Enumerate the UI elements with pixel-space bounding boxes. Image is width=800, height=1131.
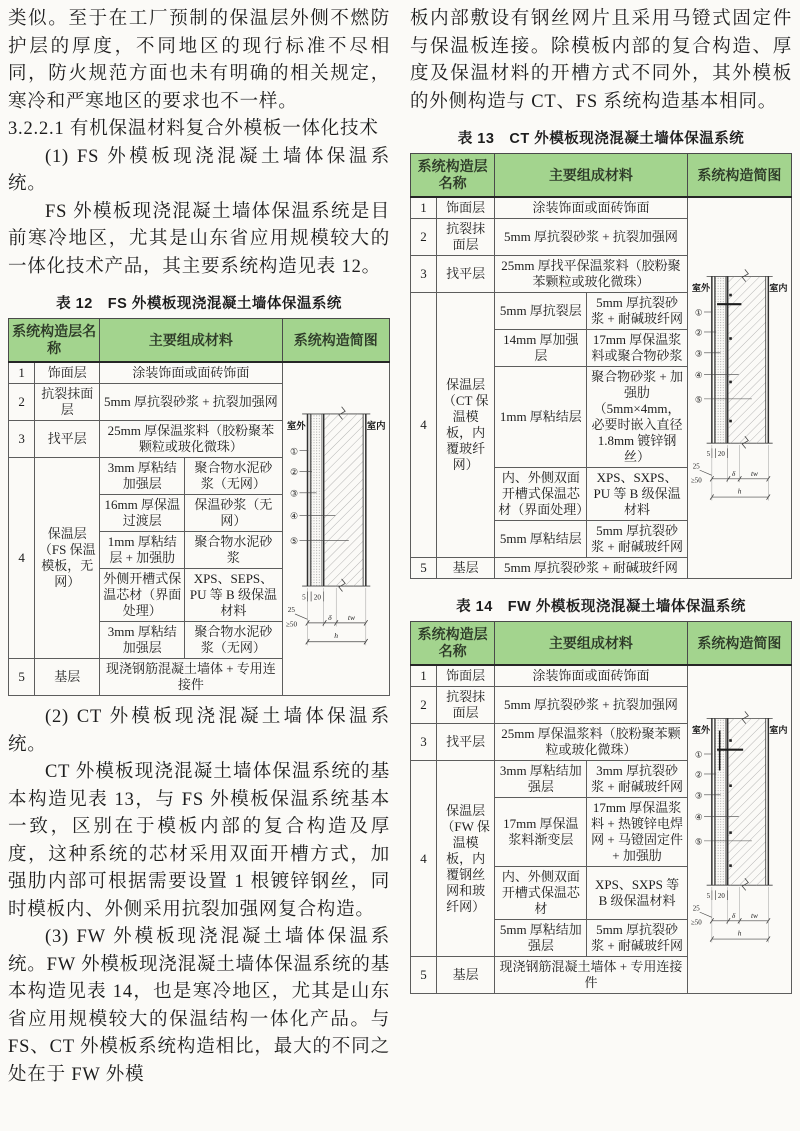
layer-material: 现浇钢筋混凝土墙体 + 专用连接件 (495, 957, 687, 994)
paragraph-ct-intro: CT 外模板现浇混凝土墙体保温系统的基本构造见表 13，与 FS 外模板保温系统基本一致，区别在于模板内部的复合构造及厚度，这种系统的芯材采用双面开槽方式，加强肋内部可根据需要设置 1 根镀锌钢丝，同时模板内、外侧采用抗裂加强网复合构造。 (8, 762, 390, 920)
table-14-title: 表 14 FW 外模板现浇混凝土墙体保温系统 (456, 599, 746, 615)
right-column (410, 6, 792, 1089)
sublayer-material: 聚合物水泥砂浆（无网） (185, 458, 282, 495)
sublayer-material: 聚合物砂浆 + 加强肋（5mm×4mm，必要时嵌入直径 1.8mm 镀锌钢丝） (587, 367, 687, 468)
sublayer: 17mm 厚保温浆料渐变层 (495, 798, 587, 867)
row-number: 2 (9, 384, 35, 421)
svg-text:h: h (737, 486, 742, 496)
svg-text:②: ② (289, 467, 298, 478)
svg-text:δ: δ (731, 469, 735, 479)
svg-text:δ: δ (731, 911, 735, 921)
sublayer-material: 5mm 厚抗裂砂浆 + 耐碱玻纤网 (587, 521, 687, 558)
layer-name: 饰面层 (437, 665, 495, 687)
sublayer-material: 5mm 厚抗裂砂浆 + 耐碱玻纤网 (587, 920, 687, 957)
svg-text:④: ④ (694, 811, 703, 822)
row-number: 5 (411, 957, 437, 994)
layer-material: 25mm 厚保温浆料（胶粉聚苯颗粒或玻化微珠） (495, 724, 687, 761)
svg-text:⑤: ⑤ (694, 394, 703, 405)
table-row (9, 362, 390, 384)
header-diagram: 系统构造简图 (282, 319, 389, 363)
row-number: 5 (411, 558, 437, 579)
wall-section-diagram (286, 396, 386, 661)
svg-text:20: 20 (717, 450, 725, 459)
layer-material: 涂装饰面或面砖饰面 (495, 197, 687, 219)
sublayer: 外侧开槽式保温芯材（界面处理） (100, 569, 185, 622)
sublayer: 1mm 厚粘结层 (495, 367, 587, 468)
svg-text:①: ① (694, 307, 703, 318)
table-row (411, 197, 792, 219)
sublayer-material: XPS、SXPS、PU 等 B 级保温材料 (587, 468, 687, 521)
layer-material: 5mm 厚抗裂砂浆 + 耐碱玻纤网 (495, 558, 687, 579)
paragraph-item-2: (2) CT 外模板现浇混凝土墙体保温系统。 (8, 707, 390, 755)
dimension-lines (691, 445, 770, 501)
header-materials: 主要组成材料 (100, 319, 282, 363)
layer-material: 5mm 厚抗裂砂浆 + 抗裂加强网 (100, 384, 282, 421)
sublayer-material: XPS、SXPS 等 B 级保温材料 (587, 867, 687, 920)
layer-material: 涂装饰面或面砖饰面 (495, 665, 687, 687)
header-diagram: 系统构造简图 (687, 622, 791, 666)
svg-text:tw: tw (750, 469, 758, 479)
left-column (8, 6, 390, 1089)
wall-section-diagram (691, 701, 788, 958)
svg-text:δ: δ (327, 613, 332, 623)
table-12 (8, 318, 390, 696)
dimension-lines (286, 588, 368, 645)
layer-name: 抗裂抹面层 (437, 687, 495, 724)
sublayer-material: 17mm 厚保温浆料 + 热镀锌电焊网 + 马镫固定件 + 加强肋 (587, 798, 687, 867)
svg-text:≥50: ≥50 (690, 476, 702, 485)
layer-name: 找平层 (437, 256, 495, 293)
svg-text:⑤: ⑤ (694, 836, 703, 847)
sublayer: 16mm 厚保温过渡层 (100, 495, 185, 532)
layer-name: 抗裂抹面层 (35, 384, 100, 421)
sublayer: 5mm 厚粘结加强层 (495, 920, 587, 957)
layer-name: 保温层（FW 保温模板，内覆钢丝网和玻纤网） (437, 761, 495, 957)
svg-text:h: h (333, 631, 338, 641)
wall-layers (706, 711, 772, 890)
sublayer: 3mm 厚粘结加强层 (495, 761, 587, 798)
svg-text:25: 25 (692, 462, 700, 471)
table-12-title: 表 12 FS 外模板现浇混凝土墙体保温系统 (56, 296, 342, 312)
layer-name: 饰面层 (437, 197, 495, 219)
row-number: 5 (9, 659, 35, 696)
sublayer: 内、外侧双面开槽式保温芯材 (495, 867, 587, 920)
row-number: 1 (411, 665, 437, 687)
svg-text:②: ② (694, 327, 703, 338)
indoor-label: 室内 (768, 725, 788, 736)
header-layer-name: 系统构造层名称 (411, 622, 495, 666)
row-number: 3 (9, 421, 35, 458)
svg-text:5: 5 (706, 450, 710, 459)
sublayer: 1mm 厚粘结层 + 加强肋 (100, 532, 185, 569)
sublayer: 内、外侧双面开槽式保温芯材（界面处理） (495, 468, 587, 521)
table-13-title: 表 13 CT 外模板现浇混凝土墙体保温系统 (457, 131, 745, 147)
svg-text:①: ① (289, 446, 298, 457)
layer-name: 基层 (437, 558, 495, 579)
wall-layers (302, 407, 370, 592)
row-number: 1 (411, 197, 437, 219)
diagram-cell (282, 362, 389, 696)
sublayer-material: XPS、SEPS、PU 等 B 级保温材料 (185, 569, 282, 622)
paragraph-item-1: (1) FS 外模板现浇混凝土墙体保温系统。 (8, 146, 390, 194)
layer-name: 饰面层 (35, 362, 100, 384)
sublayer: 5mm 厚抗裂层 (495, 293, 587, 330)
header-diagram: 系统构造简图 (687, 154, 791, 198)
layer-name: 抗裂抹面层 (437, 219, 495, 256)
sublayer-material: 17mm 厚保温浆料或聚合物砂浆 (587, 330, 687, 367)
indoor-label: 室内 (768, 283, 788, 294)
layer-material: 5mm 厚抗裂砂浆 + 抗裂加强网 (495, 687, 687, 724)
sublayer-material: 聚合物水泥砂浆（无网） (185, 622, 282, 659)
table-header-row (411, 154, 792, 198)
diagram-cell (687, 665, 791, 994)
table-header-row (411, 622, 792, 666)
layer-name: 基层 (437, 957, 495, 994)
header-layer-name: 系统构造层名称 (411, 154, 495, 198)
svg-text:⑤: ⑤ (289, 536, 298, 547)
row-number: 1 (9, 362, 35, 384)
header-materials: 主要组成材料 (495, 622, 687, 666)
paragraph-fs-intro: FS 外模板现浇混凝土墙体保温系统是目前寒冷地区，尤其是山东省应用规模较大的一体化技术产品，其主要系统构造见表 12。 (8, 201, 390, 277)
header-layer-name: 系统构造层名称 (9, 319, 100, 363)
row-number: 4 (411, 293, 437, 558)
svg-text:tw: tw (750, 911, 758, 921)
row-number: 4 (411, 761, 437, 957)
table-row (411, 665, 792, 687)
sublayer: 5mm 厚粘结层 (495, 521, 587, 558)
row-number: 4 (9, 458, 35, 659)
svg-text:④: ④ (694, 370, 703, 381)
paragraph-continued: 类似。至于在工厂预制的保温层外侧不燃防护层的厚度，不同地区的现行标准不尽相同，防火规范方面也未有明确的相关规定，寒冷和严寒地区的要求也不一样。 (8, 9, 390, 112)
layer-name: 找平层 (35, 421, 100, 458)
dimension-lines (691, 887, 770, 943)
wall-layers (706, 270, 772, 449)
svg-text:5: 5 (706, 892, 710, 901)
sublayer: 3mm 厚粘结加强层 (100, 458, 185, 495)
wall-section-diagram (691, 259, 788, 516)
indoor-label: 室内 (366, 420, 386, 432)
layer-material: 25mm 厚找平保温浆料（胶粉聚苯颗粒或玻化微珠） (495, 256, 687, 293)
svg-text:②: ② (694, 769, 703, 780)
svg-text:20: 20 (717, 892, 725, 901)
layer-material: 涂装饰面或面砖饰面 (100, 362, 282, 384)
svg-text:5: 5 (301, 593, 306, 602)
table-13 (410, 153, 792, 579)
svg-text:h: h (737, 928, 742, 938)
svg-text:≥50: ≥50 (690, 918, 702, 927)
layer-name: 找平层 (437, 724, 495, 761)
svg-text:20: 20 (313, 593, 321, 602)
layer-material: 现浇钢筋混凝土墙体 + 专用连接件 (100, 659, 282, 696)
paragraph-continued: 板内部敷设有钢丝网片且采用马镫式固定件与保温板连接。除模板内部的复合构造、厚度及保温材料的开槽方式不同外，其外模板的外侧构造与 CT、FS 系统构造基本相同。 (410, 9, 792, 112)
svg-text:④: ④ (289, 511, 298, 522)
sublayer: 14mm 厚加强层 (495, 330, 587, 367)
table-14 (410, 621, 792, 994)
sublayer-material: 聚合物水泥砂浆 (185, 532, 282, 569)
row-number: 2 (411, 219, 437, 256)
outdoor-label: 室外 (691, 725, 710, 736)
sublayer-material: 保温砂浆（无网） (185, 495, 282, 532)
row-number: 3 (411, 724, 437, 761)
svg-text:①: ① (694, 749, 703, 760)
row-number: 2 (411, 687, 437, 724)
outdoor-label: 室外 (691, 283, 710, 294)
svg-text:≥50: ≥50 (285, 620, 297, 629)
layer-name: 保温层（FS 保温模板，无网） (35, 458, 100, 659)
section-heading: 3.2.2.1 有机保温材料复合外模板一体化技术 (8, 119, 379, 139)
outdoor-label: 室外 (286, 420, 306, 432)
sublayer-material: 5mm 厚抗裂砂浆 + 耐碱玻纤网 (587, 293, 687, 330)
svg-text:25: 25 (692, 904, 700, 913)
row-number: 3 (411, 256, 437, 293)
layer-material: 25mm 厚保温浆料（胶粉聚苯颗粒或玻化微珠） (100, 421, 282, 458)
svg-text:③: ③ (694, 348, 703, 359)
table-header-row (9, 319, 390, 363)
svg-text:tw: tw (347, 613, 355, 623)
paragraph-fw-intro: (3) FW 外模板现浇混凝土墙体保温系统。FW 外模板现浇混凝土墙体保温系统的基本构造见表 14，也是寒冷地区，尤其是山东省应用规模较大的保温结构一体化产品。与 FS、CT 外模板系统构造相比，最大的不同之处在于 FW 外模 (8, 927, 390, 1085)
layer-name: 保温层（CT 保温模板，内覆玻纤网） (437, 293, 495, 558)
svg-text:③: ③ (289, 488, 298, 499)
svg-text:③: ③ (694, 790, 703, 801)
sublayer: 3mm 厚粘结加强层 (100, 622, 185, 659)
svg-text:25: 25 (287, 606, 295, 615)
sublayer-material: 3mm 厚抗裂砂浆 + 耐碱玻纤网 (587, 761, 687, 798)
diagram-cell (687, 197, 791, 579)
layer-name: 基层 (35, 659, 100, 696)
layer-material: 5mm 厚抗裂砂浆 + 抗裂加强网 (495, 219, 687, 256)
header-materials: 主要组成材料 (495, 154, 687, 198)
